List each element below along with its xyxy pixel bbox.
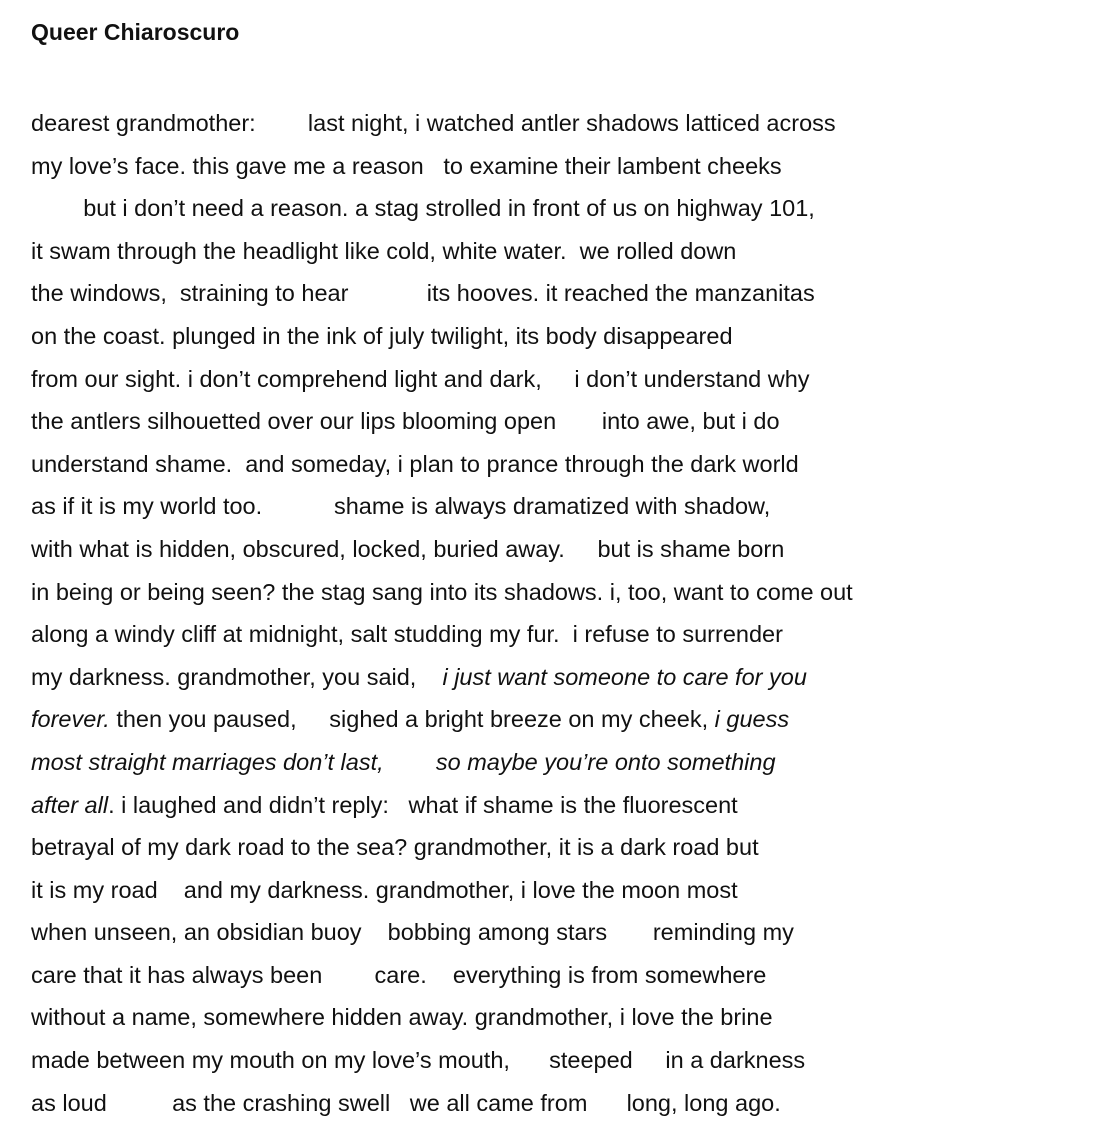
poem-text: on the coast. plunged in the ink of july twilight, its body disappeared xyxy=(31,322,733,349)
poem-text: . i laughed and didn’t reply: what if shame is the fluorescent xyxy=(108,791,738,818)
poem-line xyxy=(31,577,1071,620)
poem-text: dearest grandmother: last night, i watched antler shadows latticed across xyxy=(31,110,836,136)
poem-line xyxy=(31,704,1071,747)
poem-line xyxy=(31,960,1071,1003)
poem-line xyxy=(31,662,1071,705)
poem-italic-text: i guess xyxy=(714,706,790,733)
poem-italic-text: forever. xyxy=(31,706,110,733)
poem-line xyxy=(31,193,1071,236)
poem-text: understand shame. and someday, i plan to prance through the dark world xyxy=(31,450,799,477)
poem-line xyxy=(31,108,1071,151)
poem-line xyxy=(31,747,1071,790)
poem-text: with what is hidden, obscured, locked, buried away. but is shame born xyxy=(31,535,785,562)
poem-line xyxy=(31,534,1071,577)
poem-line xyxy=(31,449,1071,492)
poem-title: Queer Chiaroscuro xyxy=(31,19,240,45)
poem-italic-text: after all xyxy=(31,791,109,818)
poem-line xyxy=(31,1045,1071,1088)
poem-text: it is my road and my darkness. grandmother, i love the moon most xyxy=(31,876,738,903)
poem-line xyxy=(31,832,1071,875)
poem-text: but i don’t need a reason. a stag strolled in front of us on highway 101, xyxy=(31,195,815,222)
poem-text: as loud as the crashing swell we all came from long, long ago. xyxy=(31,1089,781,1116)
poem-line xyxy=(31,875,1071,918)
poem-line xyxy=(31,151,1071,194)
poem-line xyxy=(31,790,1071,833)
poem-line xyxy=(31,1088,1071,1131)
poem-line xyxy=(31,491,1071,534)
poem-text: the windows, straining to hear its hooves. it reached the manzanitas xyxy=(31,280,815,307)
poem-line xyxy=(31,917,1071,960)
poem-text: my love’s face. this gave me a reason to examine their lambent cheeks xyxy=(31,152,782,179)
poem-text: as if it is my world too. shame is always dramatized with shadow, xyxy=(31,493,771,520)
poem-text: from our sight. i don’t comprehend light and dark, i don’t understand why xyxy=(31,365,810,392)
poem-body xyxy=(31,108,1071,1130)
poem-italic-text: most straight marriages don’t last, so maybe you’re onto something xyxy=(31,748,776,775)
poem-text: betrayal of my dark road to the sea? grandmother, it is a dark road but xyxy=(31,834,759,861)
poem-italic-text: i just want someone to care for you xyxy=(442,663,807,690)
poem-text: the antlers silhouetted over our lips blooming open into awe, but i do xyxy=(31,408,780,435)
poem-text: care that it has always been care. everything is from somewhere xyxy=(31,961,767,988)
poem-text: then you paused, sighed a bright breeze on my cheek, xyxy=(109,706,715,733)
poem-line xyxy=(31,321,1071,364)
poem-text: along a windy cliff at midnight, salt studding my fur. i refuse to surrender xyxy=(31,621,783,648)
poem-text: it swam through the headlight like cold, white water. we rolled down xyxy=(31,237,737,264)
poem-text: my darkness. grandmother, you said, xyxy=(31,663,443,690)
poem-text: in being or being seen? the stag sang into its shadows. i, too, want to come out xyxy=(31,578,853,605)
poem-text: when unseen, an obsidian buoy bobbing among stars reminding my xyxy=(31,919,794,946)
poem-line xyxy=(31,236,1071,279)
poem-line xyxy=(31,1002,1071,1045)
poem-line xyxy=(31,278,1071,321)
poem-text: made between my mouth on my love’s mouth, steeped in a darkness xyxy=(31,1047,806,1074)
poem-line xyxy=(31,619,1071,662)
poem-text: without a name, somewhere hidden away. grandmother, i love the brine xyxy=(31,1004,773,1031)
poem-line xyxy=(31,406,1071,449)
poem-line xyxy=(31,364,1071,407)
